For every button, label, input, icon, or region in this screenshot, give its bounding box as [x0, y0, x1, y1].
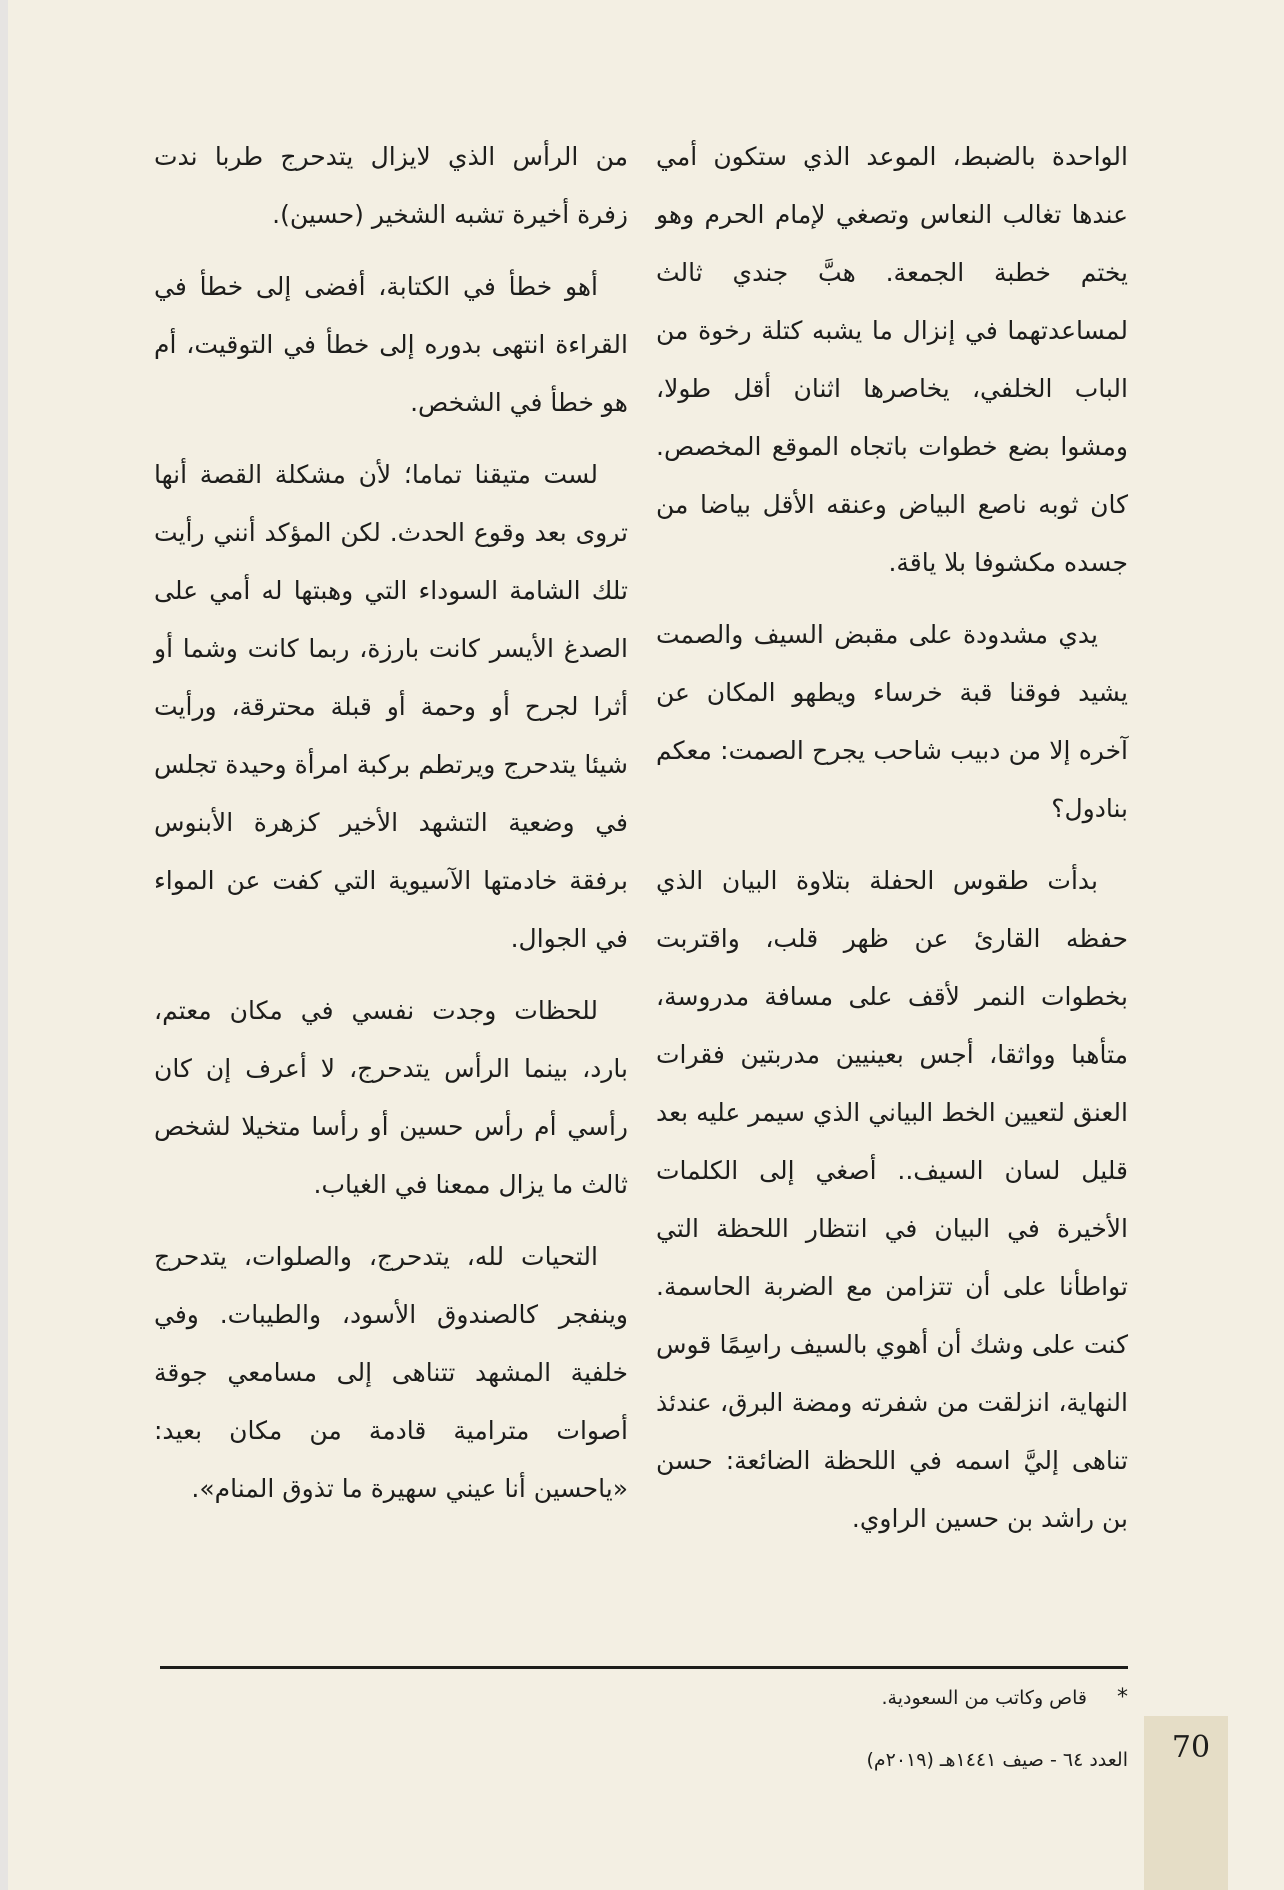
footnote: [881, 1684, 1128, 1712]
footnote-text: قاص وكاتب من السعودية.: [881, 1687, 1087, 1709]
paragraph: لست متيقنا تماما؛ لأن مشكلة القصة أنها تروى بعد وقوع الحدث. لكن المؤكد أنني رأيت تلك الشامة السوداء التي وهبتها له أمي على الصدغ الأيسر كانت بارزة، ربما كانت وشما أو أثرا لجرح أو وحمة أو قبلة محترقة، ورأيت شيئا يتدحرج ويرتطم بركبة امرأة وحيدة تجلس في وضعية التشهد الأخير كزهرة الأبنوس برفقة خادمتها الآسيوية التي كفت عن المواء في الجوال.: [154, 460, 628, 953]
paragraph: بدأت طقوس الحفلة بتلاوة البيان الذي حفظه القارئ عن ظهر قلب، واقتربت بخطوات النمر لأقف على مسافة مدروسة، متأهبا وواثقا، أجس بعينيين مدربتين فقرات العنق لتعيين الخط البياني الذي سيمر عليه بعد قليل لسان السيف.. أصغي إلى الكلمات الأخيرة في البيان في انتظار اللحظة التي تواطأنا على أن تتزامن مع الضربة الحاسمة. كنت على وشك أن أهوي بالسيف راسِمًا قوس النهاية، انزلقت من شفرته ومضة البرق، عندئذ تناهى إليَّ اسمه في اللحظة الضائعة: حسن بن راشد بن حسين الراوي.: [656, 866, 1128, 1533]
article-column-right: [656, 128, 1128, 1562]
footnote-marker: *: [1117, 1685, 1128, 1710]
paragraph: أهو خطأ في الكتابة، أفضى إلى خطأ في القراءة انتهى بدوره إلى خطأ في التوقيت، أم هو خطأ في الشخص.: [154, 272, 628, 417]
footnote-divider: [160, 1666, 1128, 1669]
article-column-left: [154, 128, 628, 1532]
magazine-page: [8, 0, 1284, 1890]
paragraph: الواحدة بالضبط، الموعد الذي ستكون أمي عندها تغالب النعاس وتصغي لإمام الحرم وهو يختم خطبة الجمعة. هبَّ جندي ثالث لمساعدتهما في إنزال ما يشبه كتلة رخوة من الباب الخلفي، يخاصرها اثنان أقل طولا، ومشوا بضع خطوات باتجاه الموقع المخصص. كان ثوبه ناصع البياض وعنقه الأقل بياضا من جسده مكشوفا بلا ياقة.: [656, 142, 1128, 577]
page-number: 70: [1171, 1730, 1211, 1765]
paragraph: يدي مشدودة على مقبض السيف والصمت يشيد فوقنا قبة خرساء ويطهو المكان عن آخره إلا من دبيب شاحب يجرح الصمت: معكم بنادول؟: [656, 620, 1128, 823]
paragraph: التحيات لله، يتدحرج، والصلوات، يتدحرج وينفجر كالصندوق الأسود، والطيبات. وفي خلفية المشهد تتناهى إلى مسامعي جوقة أصوات مترامية قادمة من مكان بعيد: «ياحسين أنا عيني سهيرة ما تذوق المنام».: [154, 1242, 628, 1503]
paragraph: للحظات وجدت نفسي في مكان معتم، بارد، بينما الرأس يتدحرج، لا أعرف إن كان رأسي أم رأس حسين أو رأسا متخيلا لشخص ثالث ما يزال ممعنا في الغياب.: [154, 996, 628, 1199]
paragraph: من الرأس الذي لايزال يتدحرج طربا ندت زفرة أخيرة تشبه الشخير (حسين).: [154, 142, 628, 229]
issue-info: العدد ٦٤ - صيف ١٤٤١هـ (٢٠١٩م): [866, 1749, 1128, 1771]
